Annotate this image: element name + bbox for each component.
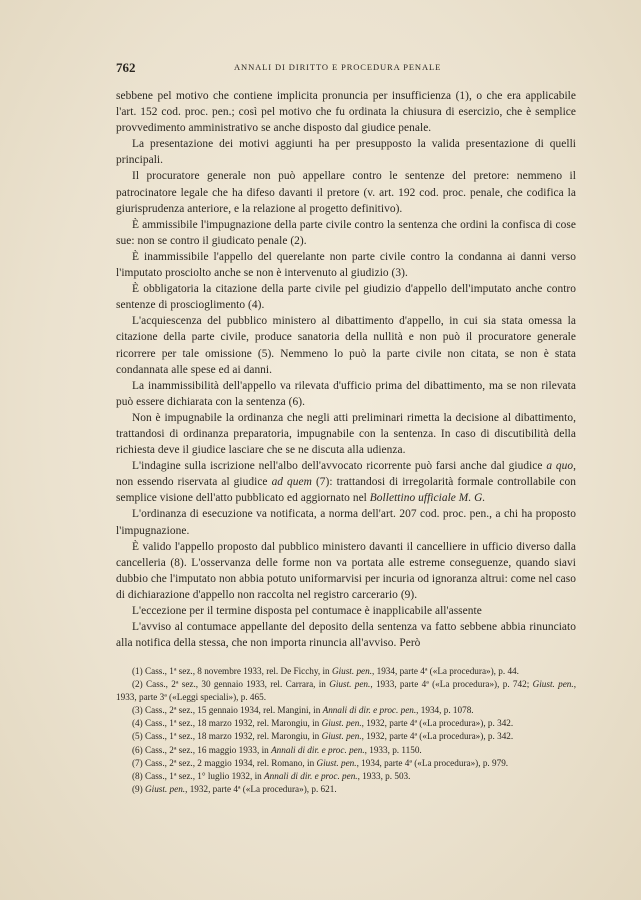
footnote-source: Annali di dir. e proc. pen. xyxy=(271,744,365,755)
footnote-text: , 1933, p. 1150. xyxy=(364,744,422,755)
footnote-source: Giust. pen. xyxy=(145,783,186,794)
footnote-text: , 1934, parte 4ª («La procedura»), p. 979. xyxy=(356,757,509,768)
paragraph: L'avviso al contumace appellante del deposito della sentenza va fatto sebbene abbia rinunciato alla notifica della stessa, che non importa rinuncia all'avviso. Però xyxy=(116,621,576,650)
italic-run: Bollettino ufficiale M. G. xyxy=(369,492,486,505)
footnote-text: (2) Cass., 2ª sez., 30 gennaio 1933, rel. Carrara, in xyxy=(132,679,330,690)
paragraph: È valido l'appello proposto dal pubblico ministero davanti il cancelliere in ufficio diverso dalla cancelleria (8). L'osservanza delle forme non va portata alle estreme conseguenze, quando siavi dubbio che l'imputato non abbia potuto uniformarvisi per incuria od ignoranza altrui: come nel caso di dichiarazione d'appello non raccolta nel registro carcerario (9). xyxy=(116,540,576,601)
paragraph: L'acquiescenza del pubblico ministero al dibattimento d'appello, in cui sia stata omessa la citazione della parte civile, produce sanatoria della nullità e non può il procuratore generale ricorrere per tale omissione (5). Nemmeno lo può la parte civile non citata, se non è stata condannata alle spese ed ai danni. xyxy=(116,315,576,376)
footnote xyxy=(116,665,576,678)
text-run: , non essendo riservata al giudice xyxy=(116,460,576,489)
main-text xyxy=(116,88,576,651)
paragraph: Non è impugnabile la ordinanza che negli atti preliminari rimetta la decisione al dibattimento, trattandosi di ordinanza preparatoria, impugnabile con la sentenza. In caso di discutibilità della richiesta deve il giudice lasciare che se ne discuta alla udienza. xyxy=(116,411,576,457)
footnote xyxy=(116,704,576,717)
footnote-text: (7) Cass., 2ª sez., 2 maggio 1934, rel. Romano, in xyxy=(132,757,317,768)
footnote-source: Giust. pen. xyxy=(329,679,371,690)
footnote-text: , 1933, p. 503. xyxy=(357,770,411,781)
footnote xyxy=(116,757,576,770)
paragraph: La inammissibilità dell'appello va rilevata d'ufficio prima del dibattimento, ma se non rilevata può essere dichiarata con la sentenza (6). xyxy=(116,379,576,408)
footnote-text: (6) Cass., 2ª sez., 16 maggio 1933, in xyxy=(132,744,272,755)
paragraph-albo xyxy=(116,458,576,506)
footnote xyxy=(116,744,576,757)
footnote xyxy=(116,717,576,730)
paragraph: L'eccezione per il termine disposta pel contumace è inapplicabile all'assente xyxy=(132,605,482,617)
footnote-text: , 1934, parte 4ª («La procedura»), p. 44. xyxy=(372,666,519,676)
paragraph: È inammissibile l'appello del querelante non parte civile contro la condanna ai danni verso l'imputato prosciolto anche se non è intervenuto al giudizio (3). xyxy=(116,250,576,280)
footnote xyxy=(116,783,576,796)
footnotes xyxy=(116,665,576,796)
footnote-text: , 1932, parte 4ª («La procedura»), p. 342. xyxy=(361,718,514,729)
footnote xyxy=(116,770,576,783)
paragraph: sebbene pel motivo che contiene implicita pronuncia per insufficienza (1), o che era applicabile l'art. 152 cod. proc. pen.; così pel motivo che fu ordinata la chiusura di esercizio, che è semplice provvedimento amministrativo se anche disposto dal giudice penale. xyxy=(116,90,576,135)
paragraph: L'ordinanza di esecuzione va notificata, a norma dell'art. 207 cod. proc. pen., a chi ha proposto l'impugnazione. xyxy=(116,508,576,537)
paragraph: La presentazione dei motivi aggiunti ha per presupposto la valida presentazione di quelli principali. xyxy=(116,138,576,167)
page-number: 762 xyxy=(116,60,136,75)
text-run: L'indagine sulla iscrizione nell'albo dell'avvocato ricorrente può farsi anche dal giudice xyxy=(132,460,547,473)
italic-run: ad quem xyxy=(271,476,312,489)
paragraph: Il procuratore generale non può appellare contro le sentenze del pretore: nemmeno il patrocinatore legale che ha difeso davanti il pretore (v. art. 192 cod. proc. penale, che codifica la giurisprudenza anteriore, e la relazione al progetto definitivo). xyxy=(116,170,576,215)
running-title: ANNALI DI DIRITTO E PROCEDURA PENALE xyxy=(234,62,442,72)
italic-run: a quo xyxy=(546,460,574,473)
footnote xyxy=(116,678,576,704)
footnote-text: (8) Cass., 1ª sez., 1° luglio 1932, in xyxy=(132,770,265,781)
footnote-text: (4) Cass., 1ª sez., 18 marzo 1932, rel. Marongiu, in xyxy=(132,718,322,729)
paragraph: È obbligatoria la citazione della parte civile pel giudizio d'appello dell'imputato anche contro sentenze di proscioglimento (4). xyxy=(116,283,576,312)
footnote-source: Giust. pen. xyxy=(316,757,357,768)
footnote-text: (1) Cass., 1ª sez., 8 novembre 1933, rel. De Ficchy, in xyxy=(132,666,332,676)
footnote-source: Giust. pen. xyxy=(331,666,373,676)
page-header xyxy=(116,60,576,76)
footnote-source: Giust. pen. xyxy=(321,718,362,729)
footnote-source: Annali di dir. e proc. pen. xyxy=(264,770,358,781)
footnote-text: , 1933, parte 3ª («Leggi speciali»), p. 465. xyxy=(116,679,576,703)
footnote-text: , 1933, parte 4ª («La procedura»), p. 742; xyxy=(370,679,533,690)
footnote-text: , 1932, parte 4ª («La procedura»), p. 342. xyxy=(361,731,514,742)
footnote-source: Giust. pen. xyxy=(321,731,362,742)
footnote-text: (9) xyxy=(132,783,146,794)
text-run: (7): trattandosi di irregolarità formale controllabile con semplice visione dell'atto pubblicato ed aggiornato nel xyxy=(116,476,577,505)
footnote-text: (5) Cass., 1ª sez., 18 marzo 1932, rel. Marongiu, in xyxy=(132,731,322,742)
footnote-text: (3) Cass., 2ª sez., 15 gennaio 1934, rel. Mangini, in xyxy=(132,705,323,716)
footnote xyxy=(116,730,576,743)
footnote-source: Giust. pen. xyxy=(532,679,574,690)
footnote-text: , 1934, p. 1078. xyxy=(416,705,474,716)
paragraph: È ammissibile l'impugnazione della parte civile contro la sentenza che ordini la confisca di cose sue: non se contro il giudicato penale (2). xyxy=(116,218,576,247)
footnote-source: Annali di dir. e proc. pen. xyxy=(322,705,417,716)
footnote-text: , 1932, parte 4ª («La procedura»), p. 621. xyxy=(185,783,337,794)
